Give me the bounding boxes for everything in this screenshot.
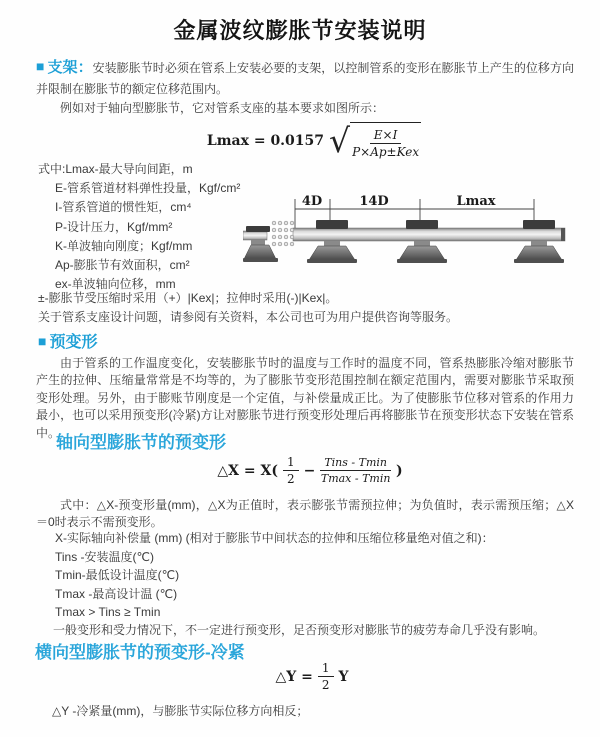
lateral-note: △Y -冷紧量(mm)，与膨胀节实际位移方向相反； [52,704,309,718]
support-section-heading [36,59,93,76]
formula-axial-temp-fraction [320,456,391,485]
formula-axial [10,455,600,487]
axial-item: Tmax > Tins ≥ Tmin [55,605,161,620]
sqrt-radical-icon: √ [329,120,351,160]
axial-item: Tmin-最低设计温度(℃) [55,568,180,583]
formula-guide-spacing [14,122,600,160]
axial-item: X-实际轴向补偿量 (mm) (相对于膨胀节中间状态的拉伸和压缩位移量绝对值之和)： [55,531,494,545]
half-denominator: 2 [286,472,295,487]
guide-support [307,220,357,263]
formula-lateral [12,661,600,693]
pipe-support-diagram [243,192,595,293]
guide-support [397,220,447,263]
lateral-subheading: 横向型膨胀节的预变形-冷紧 [35,643,245,662]
predeform-paragraph: 由于管系的工作温度变化，安装膨胀节时的温度与工作时的温度不同，管系热膨胀冷缩对膨胀节产生的拉伸、压缩量常常是不均等的，为了膨胀节变形范围控制在额定范围内，需要对膨胀节采取预变形处理。另外，由于膨账节刚度是一个定值，与补偿量成正比。为了使膨胀节位移对管系的作用力最小，也可以采用预变形(冷紧)方让对膨胀节进行预变形处理后再将膨胀节在预变形状态下安装在管系中。 [36,356,574,440]
axial-subheading: 轴向型膨胀节的预变形 [56,433,226,452]
section-marker-icon: ■ [36,58,45,74]
axial-note: 一般变形和受力情况下，不一定进行预变形，足否预变形对膨胀节的疲劳寿命几乎没有影响。 [53,623,546,637]
dim-label-lmax: Lmax [456,194,496,209]
dim-label-14d: 14D [359,194,389,209]
formula-axial-rparen: ) [396,462,403,479]
definition-line: E-管系管道材料弹性投量，Kgf/cm² [55,181,241,196]
definition-line: I-管系管道的惯性矩，cm⁴ [55,200,192,215]
axial-items-list [55,529,575,622]
guide-support [514,220,564,263]
definitions-tail [38,289,574,327]
formula-lateral-lhs: △Y = [275,668,313,685]
formula-axial-minus: − [303,462,316,479]
half-numerator: 1 [283,455,299,471]
support-intro-text: 安装膨胀节时必须在管系上安装必要的支架，以控制管系的变形在膨胀节上产生的位移方向并限制在膨胀节的额定位移范围内。 [36,61,574,96]
pipe-end-cap [561,228,565,241]
formula-guide-lhs: Lmax = 0.0157 [206,132,325,149]
section-marker-icon: ■ [38,333,47,349]
formula-axial-half [283,455,299,487]
definition-line: P-设计压力，Kgf/mm² [55,219,173,234]
definition-line: K-单波轴向刚度；Kgf/mm [55,238,193,253]
formula-lateral-rhs: Y [338,668,349,685]
definition-line: 关于管系支座设计问题，请参阅有关资料，本公司也可为用户提供咨询等服务。 [38,310,459,325]
formula-guide-radicand [350,122,421,160]
axial-item: Tins -安装温度(℃) [55,549,155,564]
formula-guide-numerator: E×I [370,128,402,144]
bellows-icon [272,221,294,246]
axial-explanation: 式中：△X-预变形量(mm)，△X为正值时，表示膨张节需预拉伸；为负值时，表示需预压缩；△X＝0时表示不需预变形。 [36,498,574,530]
definition-line: ±-膨胀节受压缩时采用（+）|Kex|；拉伸时采用(-)|Kex|。 [38,291,338,305]
half-denominator: 2 [321,678,330,693]
definition-line: Ap-膨胀节有效面积，cm² [55,258,190,273]
temp-numerator: Tins - Tmin [320,456,391,471]
pipe-stub [243,231,267,240]
axial-item: Tmax -最高设计温 (℃) [55,586,178,601]
dim-label-4d: 4D [301,194,323,209]
formula-axial-lhs: △X = X( [217,462,278,479]
pipe [293,228,565,241]
support-example-line: 例如对于轴向型膨胀节，它对管系支座的基本要求如图所示： [60,101,385,115]
predeform-section-heading [38,329,97,352]
definition-line: ex-单波轴向位移，mm [55,277,176,292]
predeform-heading-label: 预变形 [49,334,98,351]
half-numerator: 1 [318,661,334,677]
page-title: 金属波纹膨胀节安装说明 [173,18,427,43]
temp-denominator: Tmax - Tmin [320,472,391,486]
support-intro-paragraph [36,57,574,100]
support-heading-label: 支架： [47,59,93,76]
formula-guide-denominator: P×Ap±Kex [352,145,420,160]
formula-lateral-half [318,661,334,693]
definition-line: 式中:Lmax-最大导向间距，m [38,162,193,176]
